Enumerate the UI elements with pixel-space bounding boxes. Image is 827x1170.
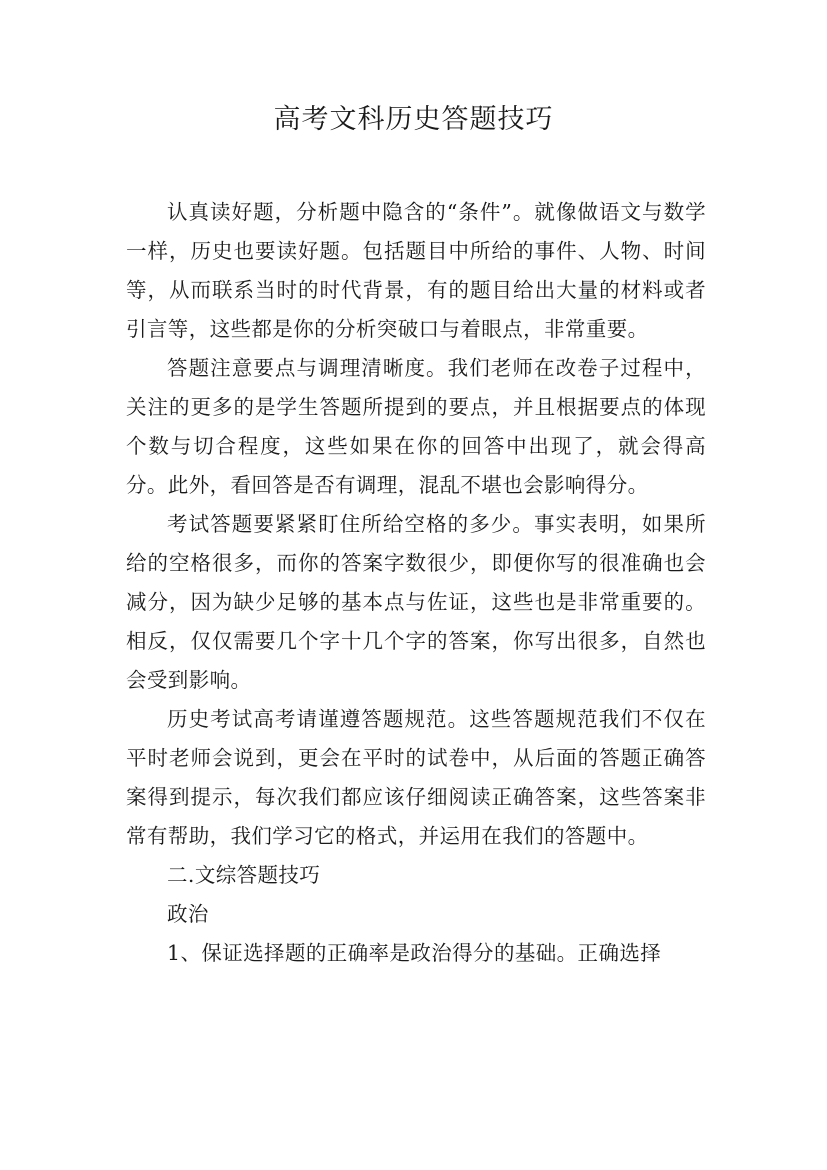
paragraph-answer-space: 考试答题要紧紧盯住所给空格的多少。事实表明，如果所给的空格很多，而你的答案字数很少，即便你写的很准确也会减分，因为缺少足够的基本点与佐证，这些也是非常重要的。相反，仅仅需要几个字十几个字的答案，你写出很多，自然也会受到影响。 — [126, 512, 706, 692]
document-body — [126, 193, 706, 973]
paragraph-politics-tip: 1、保证选择题的正确率是政治得分的基础。正确选择 — [167, 941, 662, 965]
document-title: 高考文科历史答题技巧 — [273, 104, 554, 135]
section-heading: 二.文综答题技巧 — [167, 863, 321, 887]
paragraph-key-points: 答题注意要点与调理清晰度。我们老师在改卷子过程中，关注的更多的是学生答题所提到的要点，并且根据要点的体现个数与切合程度，这些如果在你的回答中出现了，就会得高分。此外，看回答是否有调理，混乱不堪也会影响得分。 — [126, 356, 706, 497]
paragraph-answer-standards: 历史考试高考请谨遵答题规范。这些答题规范我们不仅在平时老师会说到，更会在平时的试卷中，从后面的答题正确答案得到提示，每次我们都应该仔细阅读正确答案，这些答案非常有帮助，我们学习它的格式，并运用在我们的答题中。 — [126, 707, 706, 848]
paragraph-read-question: 认真读好题，分析题中隐含的“条件”。就像做语文与数学一样，历史也要读好题。包括题目中所给的事件、人物、时间等，从而联系当时的时代背景，有的题目给出大量的材料或者引言等，这些都是你的分析突破口与着眼点，非常重要。 — [126, 200, 706, 341]
subsection-heading: 政治 — [167, 902, 209, 926]
